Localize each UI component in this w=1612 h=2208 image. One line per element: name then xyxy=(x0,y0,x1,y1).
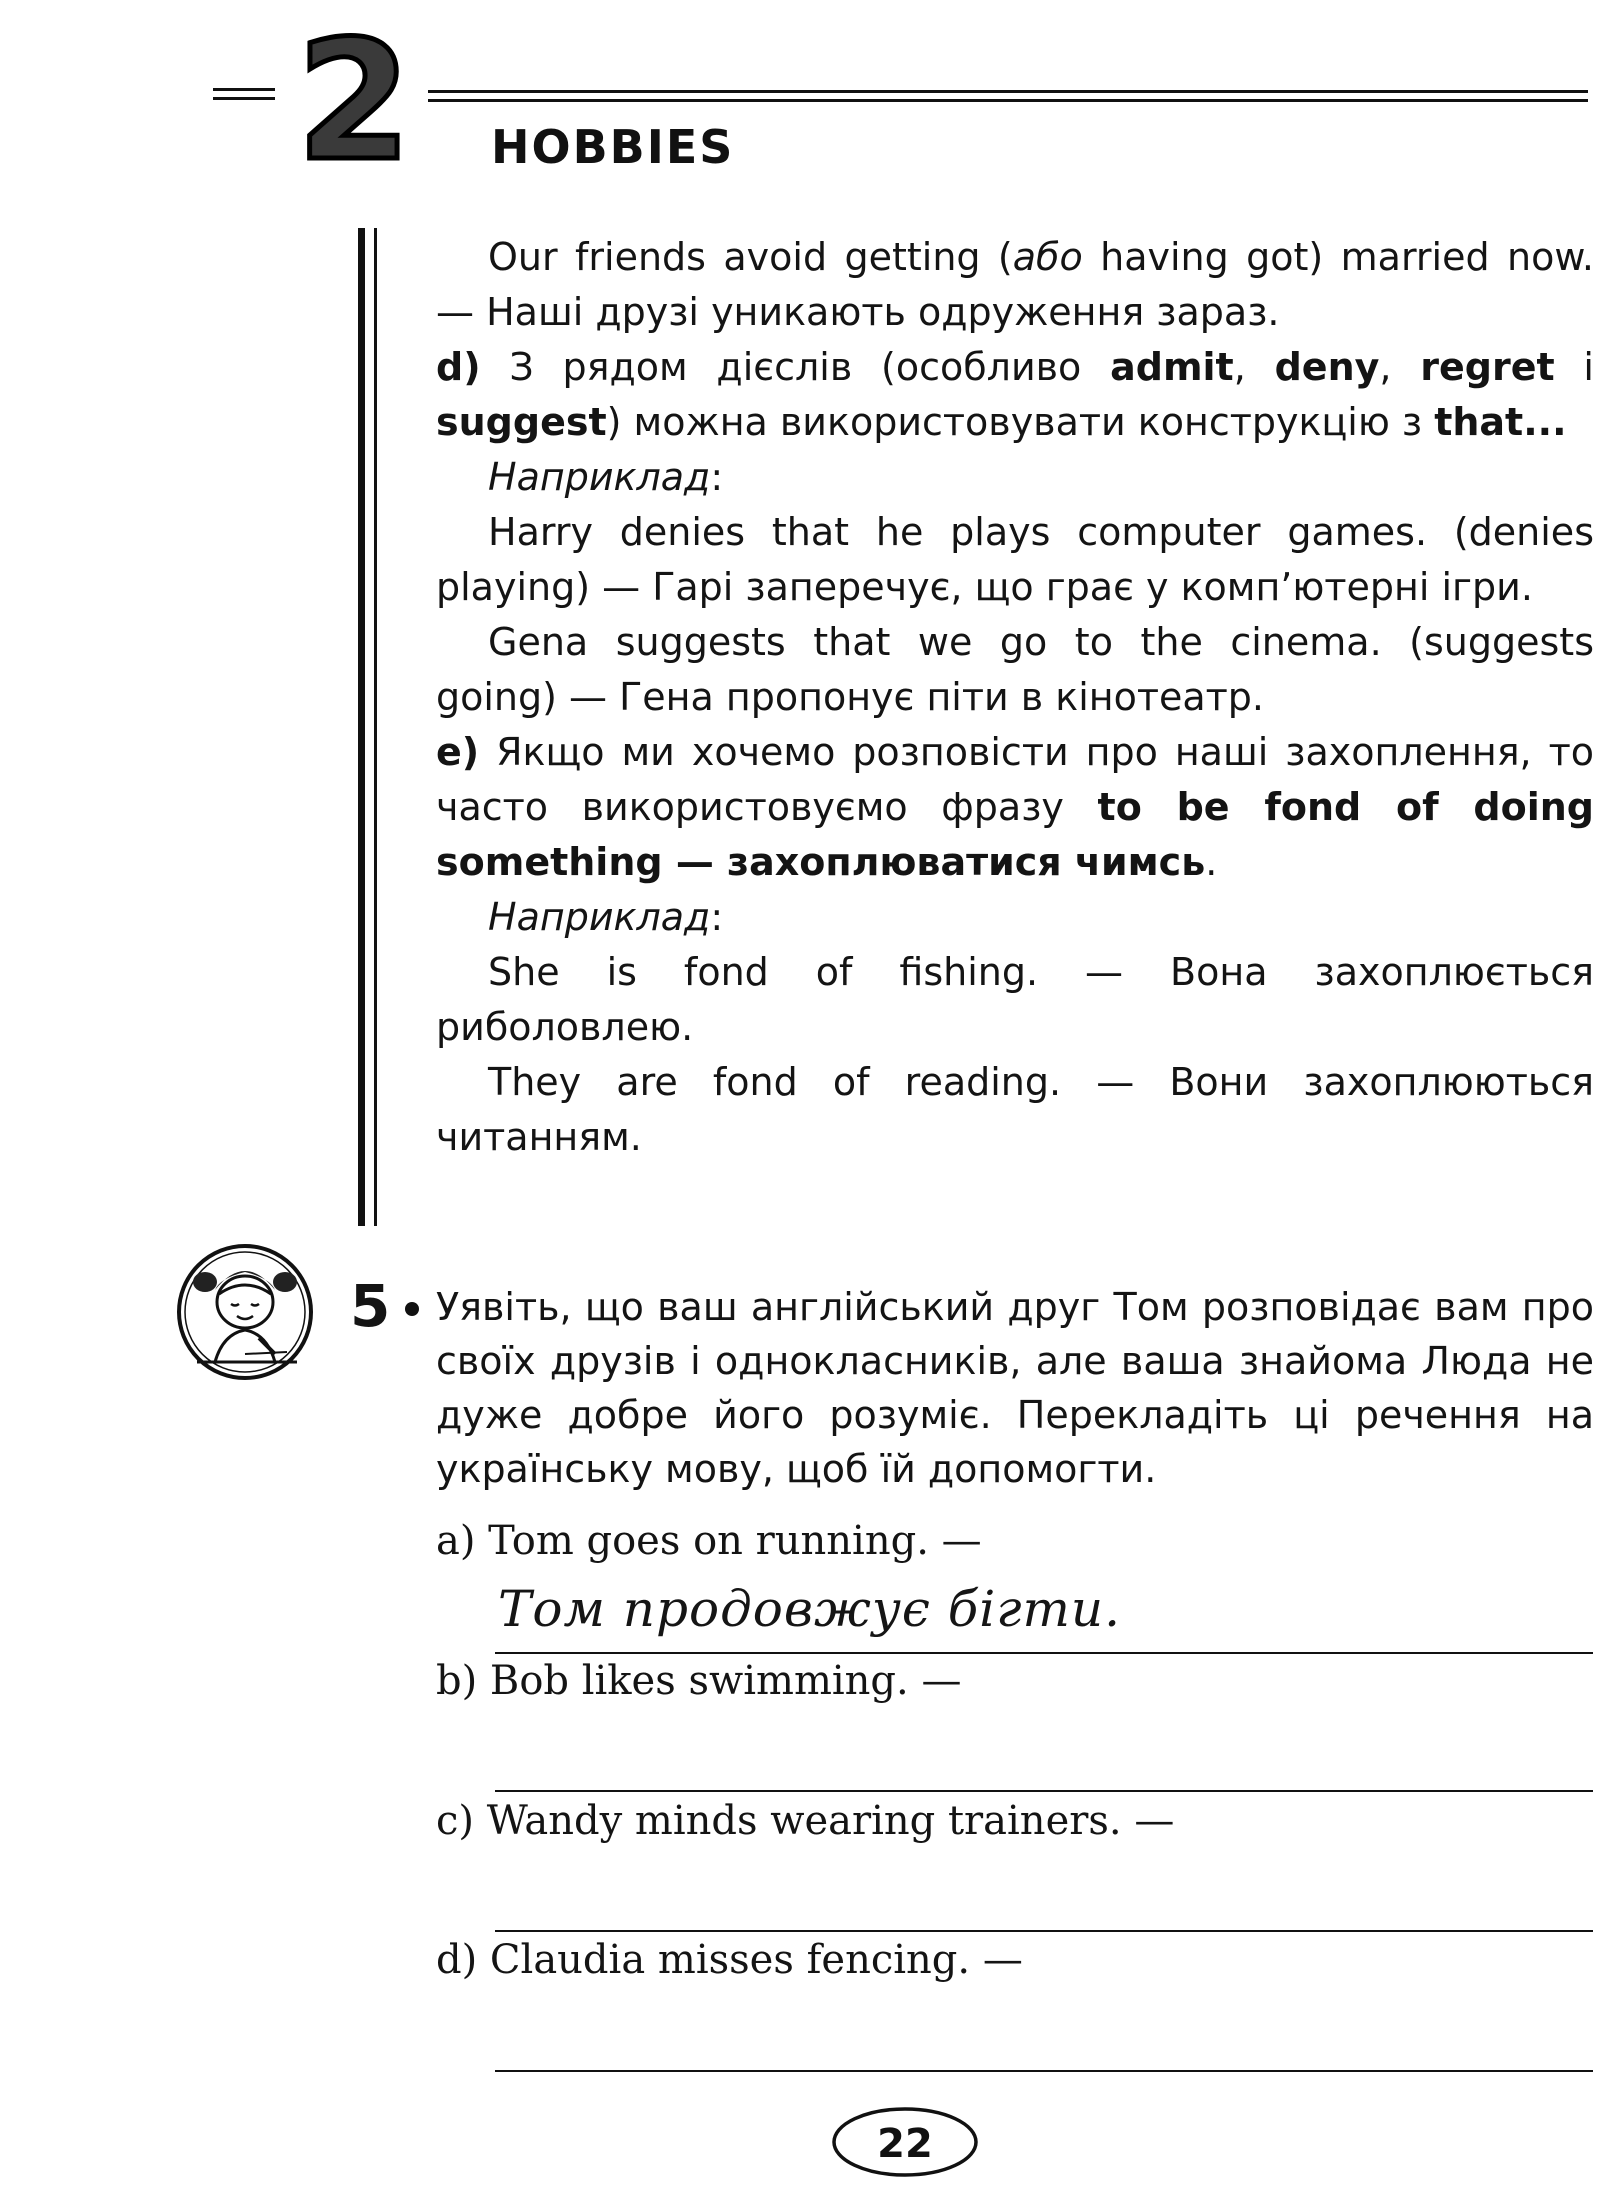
grammar-theory xyxy=(436,230,1594,1165)
header-rule-left xyxy=(213,88,275,100)
theory-margin-bar-thin xyxy=(374,228,377,1226)
exercise-item-c: c) Wandy minds wearing trainers. — xyxy=(436,1798,1175,1844)
theory-margin-bar xyxy=(358,228,365,1226)
example-sentence: They are fond of reading. — Вони захоплюються читанням. xyxy=(436,1060,1594,1159)
writing-girl-icon xyxy=(175,1242,315,1382)
answer-line-c[interactable] xyxy=(495,1930,1593,1932)
example-sentence: She is fond of fishing. — Вона захоплюється риболовлею. xyxy=(436,950,1594,1049)
example-label: Наприклад: xyxy=(488,895,724,939)
page-number: 22 xyxy=(877,2121,933,2167)
exercise-item-d: d) Claudia misses fencing. — xyxy=(436,1937,1023,1983)
exercise-item-a: a) Tom goes on running. — xyxy=(436,1518,982,1564)
answer-line-d[interactable] xyxy=(495,2070,1593,2072)
answer-line-b[interactable] xyxy=(495,1790,1593,1792)
answer-line-a[interactable] xyxy=(495,1652,1593,1654)
exercise-item-b: b) Bob likes swimming. — xyxy=(436,1658,962,1704)
theory-paragraph-e: e) Якщо ми хочемо розповісти про наші захоплення, то часто використовуємо фразу to be fond of doing something — захоплюватися чимсь. xyxy=(436,730,1594,884)
example-sentence: Gena suggests that we go to the cinema. (suggests going) — Гена пропонує піти в кінотеатр. xyxy=(436,620,1594,719)
handwritten-answer-a[interactable]: Том продовжує бігти. xyxy=(498,1580,1122,1638)
chapter-title: HOBBIES xyxy=(491,120,735,174)
page-number-badge xyxy=(830,2105,980,2179)
chapter-number: 2 xyxy=(296,30,412,180)
theory-paragraph-d: d) З рядом дієслів (особливо admit, deny, regret і suggest) можна використовувати конструкцію з that... xyxy=(436,345,1594,444)
header-rule-right xyxy=(428,90,1588,102)
theory-paragraph: Our friends avoid getting (або having got) married now. — Наші друзі уникають одруження зараз. xyxy=(436,235,1594,334)
exercise-number: 5 xyxy=(350,1272,391,1340)
exercise-number-dot xyxy=(405,1302,419,1316)
exercise-instructions: Уявіть, що ваш англійський друг Том розповідає вам про своїх друзів і однокласників, але ваша знайома Люда не дуже добре його розуміє. Перекладіть ці речення на українську мову, щоб їй допомогти. xyxy=(436,1285,1594,1491)
example-sentence: Harry denies that he plays computer games. (denies playing) — Гарі заперечує, що грає у комп’ютерні ігри. xyxy=(436,510,1594,609)
example-label: Наприклад: xyxy=(488,455,724,499)
chapter-number-badge xyxy=(272,30,432,180)
